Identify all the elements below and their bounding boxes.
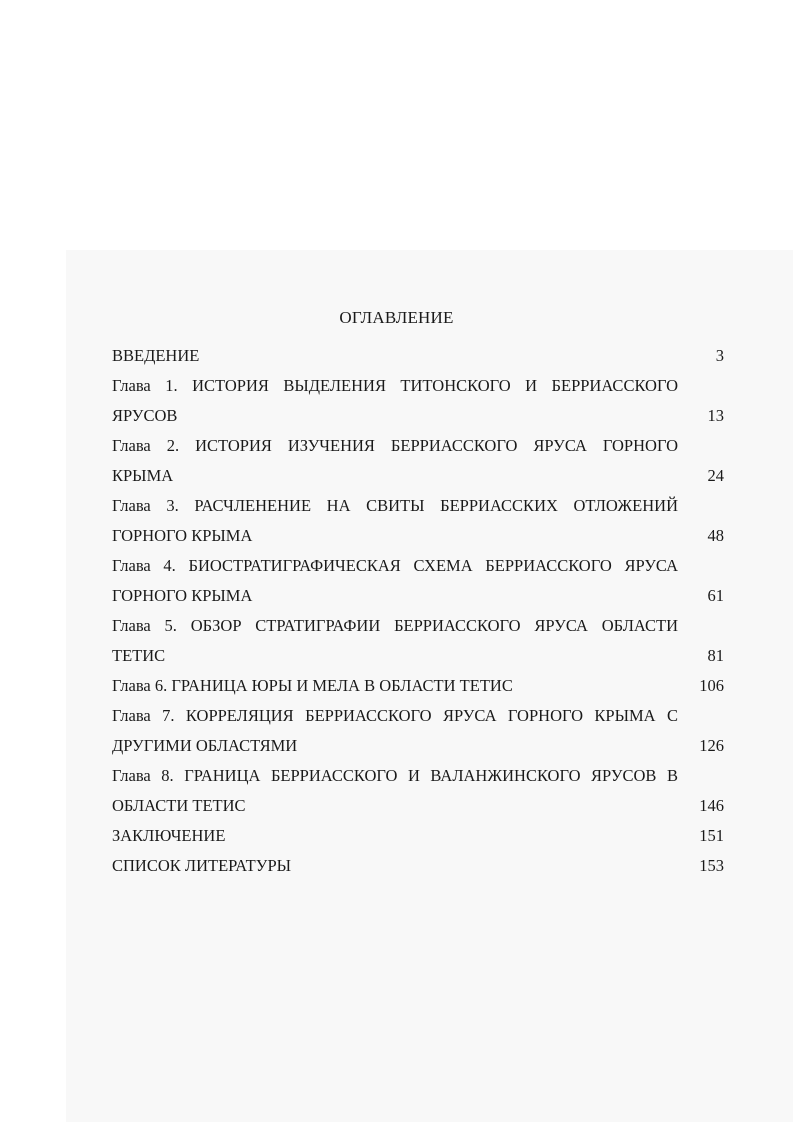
entry-title-line: ВВЕДЕНИЕ bbox=[112, 346, 200, 365]
entry-title-line: ЯРУСОВ bbox=[112, 406, 178, 425]
page-number: 153 bbox=[699, 856, 724, 875]
entry-title-line: ГОРНОГО КРЫМА bbox=[112, 586, 253, 605]
toc-entry-chapter-1[interactable] bbox=[112, 371, 724, 431]
entry-title-line: КРЫМА bbox=[112, 466, 174, 485]
page-number: 24 bbox=[707, 466, 724, 485]
page-number: 146 bbox=[699, 796, 724, 815]
entry-title-line: ОБЛАСТИ ТЕТИС bbox=[112, 796, 246, 815]
entry-title-line: Глава 7. КОРРЕЛЯЦИЯ БЕРРИАССКОГО ЯРУСА ГОРНОГО КРЫМА С bbox=[112, 706, 678, 725]
entry-title-line: Глава 5. ОБЗОР СТРАТИГРАФИИ БЕРРИАССКОГО ЯРУСА ОБЛАСТИ bbox=[112, 616, 678, 635]
page-number: 126 bbox=[699, 736, 724, 755]
page-number: 151 bbox=[699, 826, 724, 845]
entry-title-line: ЗАКЛЮЧЕНИЕ bbox=[112, 826, 226, 845]
page-number: 48 bbox=[707, 526, 724, 545]
table-of-contents bbox=[112, 341, 724, 881]
page-number: 13 bbox=[707, 406, 724, 425]
toc-entry-chapter-4[interactable] bbox=[112, 551, 724, 611]
toc-entry-chapter-7[interactable] bbox=[112, 701, 724, 761]
toc-entry-bibliography[interactable] bbox=[112, 851, 724, 881]
entry-title-line: СПИСОК ЛИТЕРАТУРЫ bbox=[112, 856, 292, 875]
entry-title-line: Глава 3. РАСЧЛЕНЕНИЕ НА СВИТЫ БЕРРИАССКИХ ОТЛОЖЕНИЙ bbox=[112, 496, 678, 515]
entry-title-line: Глава 8. ГРАНИЦА БЕРРИАССКОГО И ВАЛАНЖИНСКОГО ЯРУСОВ В bbox=[112, 766, 678, 785]
toc-entry-chapter-3[interactable] bbox=[112, 491, 724, 551]
entry-title-line: Глава 6. ГРАНИЦА ЮРЫ И МЕЛА В ОБЛАСТИ ТЕТИС bbox=[112, 676, 513, 695]
toc-entry-chapter-6[interactable] bbox=[112, 671, 724, 701]
toc-entry-conclusion[interactable] bbox=[112, 821, 724, 851]
entry-title-line: ДРУГИМИ ОБЛАСТЯМИ bbox=[112, 736, 298, 755]
entry-title-line: Глава 4. БИОСТРАТИГРАФИЧЕСКАЯ СХЕМА БЕРРИАССКОГО ЯРУСА bbox=[112, 556, 678, 575]
toc-entry-chapter-2[interactable] bbox=[112, 431, 724, 491]
page-number: 106 bbox=[699, 676, 724, 695]
entry-title-line: Глава 1. ИСТОРИЯ ВЫДЕЛЕНИЯ ТИТОНСКОГО И БЕРРИАССКОГО bbox=[112, 376, 678, 395]
toc-entry-chapter-8[interactable] bbox=[112, 761, 724, 821]
page-number: 3 bbox=[715, 346, 724, 365]
entry-title-line: ТЕТИС bbox=[112, 646, 166, 665]
entry-title-line: Глава 2. ИСТОРИЯ ИЗУЧЕНИЯ БЕРРИАССКОГО ЯРУСА ГОРНОГО bbox=[112, 436, 678, 455]
entry-title-line: ГОРНОГО КРЫМА bbox=[112, 526, 253, 545]
toc-entry-introduction[interactable] bbox=[112, 341, 724, 371]
toc-heading: ОГЛАВЛЕНИЕ bbox=[339, 308, 454, 327]
page-number: 81 bbox=[707, 646, 724, 665]
toc-entry-chapter-5[interactable] bbox=[112, 611, 724, 671]
page-number: 61 bbox=[707, 586, 724, 605]
